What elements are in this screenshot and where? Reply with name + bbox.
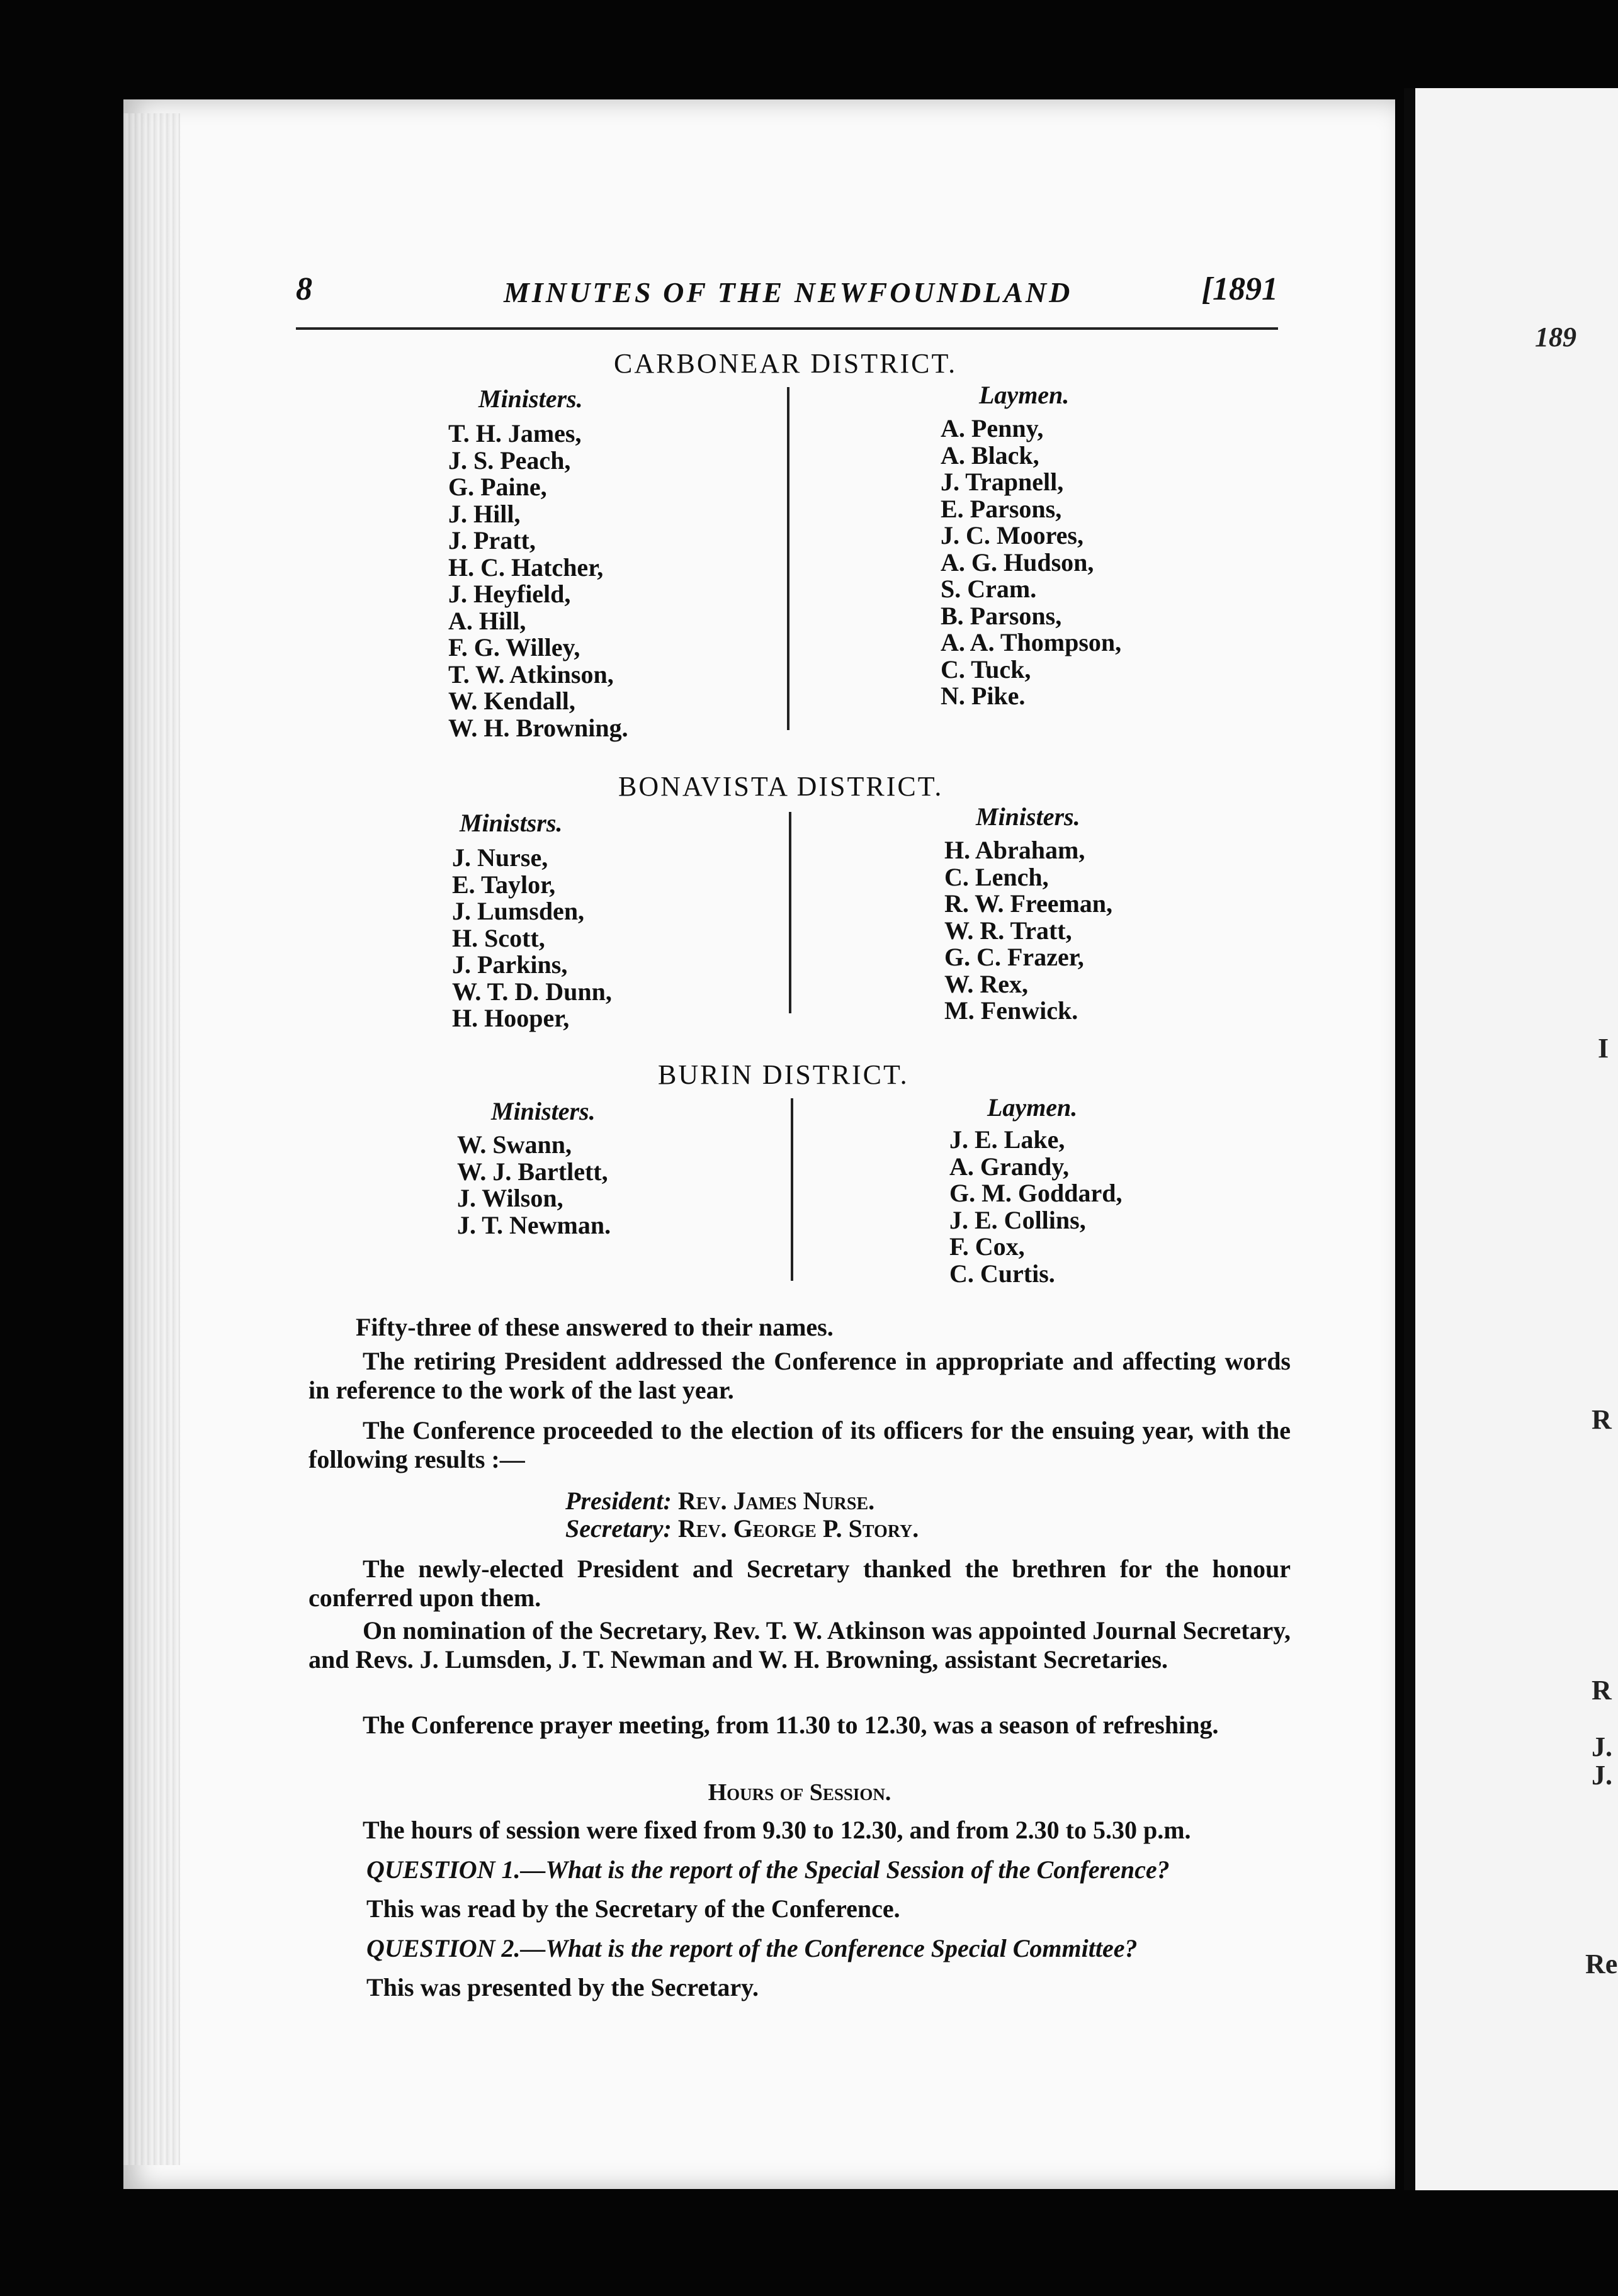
burin-ministers-heading: Ministers. — [491, 1097, 596, 1125]
name-entry: J. Pratt, — [448, 526, 536, 554]
right-page-edge — [1404, 88, 1618, 2190]
name-entry: W. T. D. Dunn, — [452, 977, 612, 1006]
right-page-fragment: J. — [1592, 1760, 1612, 1791]
name-entry: J. Heyfield, — [448, 580, 571, 608]
name-entry: C. Curtis. — [949, 1259, 1055, 1288]
question-2-label: QUESTION 2.— — [366, 1934, 546, 1962]
right-page-year: 189 — [1535, 322, 1576, 352]
president-label: President: — [565, 1487, 672, 1515]
name-entry: G. C. Frazer, — [944, 943, 1084, 971]
secretary-label: Secretary: — [565, 1514, 672, 1543]
name-entry: T. W. Atkinson, — [448, 660, 614, 689]
question-1-text: What is the report of the Special Session of the Conference? — [545, 1855, 1170, 1884]
page-number: 8 — [296, 271, 312, 307]
right-page-fragment: R — [1592, 1404, 1612, 1435]
name-entry: H. Hooper, — [452, 1004, 570, 1032]
burin-ministers-list — [457, 1132, 611, 1239]
name-entry: W. J. Bartlett, — [457, 1157, 608, 1186]
name-entry: E. Taylor, — [452, 870, 556, 899]
hours-of-session-heading: Hours of Session. — [708, 1779, 891, 1806]
burin-laymen-heading: Laymen. — [987, 1093, 1078, 1122]
president-value: Rev. James Nurse. — [677, 1487, 875, 1515]
name-entry: J. Lumsden, — [452, 897, 585, 925]
name-entry: A. Black, — [941, 441, 1039, 470]
name-entry: G. M. Goddard, — [949, 1179, 1123, 1207]
column-divider — [789, 812, 791, 1013]
paragraph-nomination: On nomination of the Secretary, Rev. T. W. Atkinson was appointed Journal Secretary, and Revs. J. Lumsden, J. T. Newman and W. H. Browning, assistant Secretaries. — [308, 1616, 1291, 1674]
name-entry: J. Wilson, — [457, 1184, 563, 1212]
name-entry: J. T. Newman. — [457, 1210, 611, 1239]
secretary-value: Rev. George P. Story. — [677, 1514, 919, 1543]
name-entry: G. Paine, — [448, 473, 547, 501]
right-page-fragment: R — [1592, 1675, 1612, 1706]
name-entry: A. Penny, — [941, 414, 1044, 442]
right-page-fragment: Re — [1585, 1949, 1618, 1979]
name-entry: S. Cram. — [941, 575, 1037, 603]
bonavista-second-ministers-heading: Ministers. — [976, 802, 1080, 831]
answer-1: This was read by the Secretary of the Conference. — [366, 1894, 900, 1923]
burin-district-title: BURIN DISTRICT. — [658, 1059, 909, 1090]
answer-2: This was presented by the Secretary. — [366, 1973, 759, 2001]
paragraph-thanks: The newly-elected President and Secretary thanked the brethren for the honour conferred upon them. — [308, 1555, 1291, 1612]
name-entry: E. Parsons, — [941, 494, 1062, 523]
header-title: MINUTES OF THE NEWFOUNDLAND — [504, 276, 1073, 308]
name-entry: C. Lench, — [944, 862, 1049, 891]
name-entry: A. A. Thompson, — [941, 628, 1122, 656]
paragraph-hours: The hours of session were fixed from 9.30 to 12.30, and from 2.30 to 5.30 p.m. — [363, 1816, 1191, 1844]
name-entry: C. Tuck, — [941, 655, 1031, 684]
hours-heading-row — [308, 1779, 1291, 1810]
name-entry: J. E. Lake, — [949, 1125, 1065, 1154]
name-entry: J. Parkins, — [452, 950, 568, 979]
name-entry: F. G. Willey, — [448, 633, 580, 661]
name-entry: W. Swann, — [457, 1130, 572, 1159]
name-entry: T. H. James, — [448, 419, 582, 447]
burin-laymen-list — [949, 1127, 1122, 1287]
name-entry: W. R. Tratt, — [944, 916, 1072, 945]
name-entry: B. Parsons, — [941, 601, 1062, 630]
name-entry: J. Trapnell, — [941, 468, 1064, 496]
name-entry: A. Hill, — [448, 606, 526, 635]
right-page-fragment: J. — [1592, 1731, 1612, 1762]
question-2-text: What is the report of the Conference Special Committee? — [545, 1934, 1138, 1962]
bonavista-ministers-list — [452, 845, 612, 1032]
header-year: [1891 — [1201, 271, 1278, 307]
page-binding-edge — [123, 113, 180, 2165]
bonavista-district-title: BONAVISTA DISTRICT. — [618, 771, 944, 802]
name-entry: R. W. Freeman, — [944, 889, 1113, 918]
name-entry: A. Grandy, — [949, 1152, 1070, 1181]
column-divider — [787, 387, 789, 730]
carbonear-laymen-heading: Laymen. — [979, 381, 1070, 409]
question-2 — [366, 1933, 1311, 1963]
name-entry: J. Hill, — [448, 499, 521, 528]
carbonear-district-title: CARBONEAR DISTRICT. — [614, 348, 958, 379]
name-entry: H. Scott, — [452, 923, 545, 952]
paragraph-prayer-meeting: The Conference prayer meeting, from 11.30 to 12.30, was a season of refreshing. — [363, 1711, 1219, 1739]
question-1-label: QUESTION 1.— — [366, 1855, 546, 1884]
name-entry: H. C. Hatcher, — [448, 553, 604, 582]
paragraph-attendance: Fifty-three of these answered to their names. — [356, 1313, 834, 1341]
carbonear-ministers-list — [448, 420, 628, 741]
paragraph-retiring-president: The retiring President addressed the Conference in appropriate and affecting words in reference to the work of the last year. — [308, 1347, 1291, 1404]
bonavista-second-ministers-list — [944, 837, 1112, 1025]
paragraph-election: The Conference proceeded to the election of its officers for the ensuing year, with the following results :— — [308, 1416, 1291, 1473]
name-entry: N. Pike. — [941, 682, 1026, 710]
name-entry: M. Fenwick. — [944, 996, 1078, 1025]
bonavista-ministers-heading: Ministsrs. — [460, 809, 563, 837]
name-entry: W. Rex, — [944, 969, 1028, 998]
name-entry: H. Abraham, — [944, 836, 1085, 864]
name-entry: J. C. Moores, — [941, 521, 1083, 549]
carbonear-laymen-list — [941, 415, 1121, 710]
name-entry: J. E. Collins, — [949, 1205, 1086, 1234]
header-rule — [296, 327, 1278, 330]
name-entry: F. Cox, — [949, 1232, 1025, 1261]
officer-president — [565, 1487, 874, 1516]
name-entry: W. H. Browning. — [448, 713, 628, 742]
name-entry: W. Kendall, — [448, 687, 575, 715]
name-entry: A. G. Hudson, — [941, 548, 1094, 577]
name-entry: J. Nurse, — [452, 843, 548, 872]
column-divider — [791, 1098, 793, 1281]
running-header — [296, 271, 1278, 315]
name-entry: J. S. Peach, — [448, 446, 571, 475]
right-page-fragment: I — [1598, 1033, 1609, 1064]
question-1 — [366, 1855, 1311, 1884]
carbonear-ministers-heading: Ministers. — [478, 385, 583, 413]
officer-secretary — [565, 1514, 919, 1543]
